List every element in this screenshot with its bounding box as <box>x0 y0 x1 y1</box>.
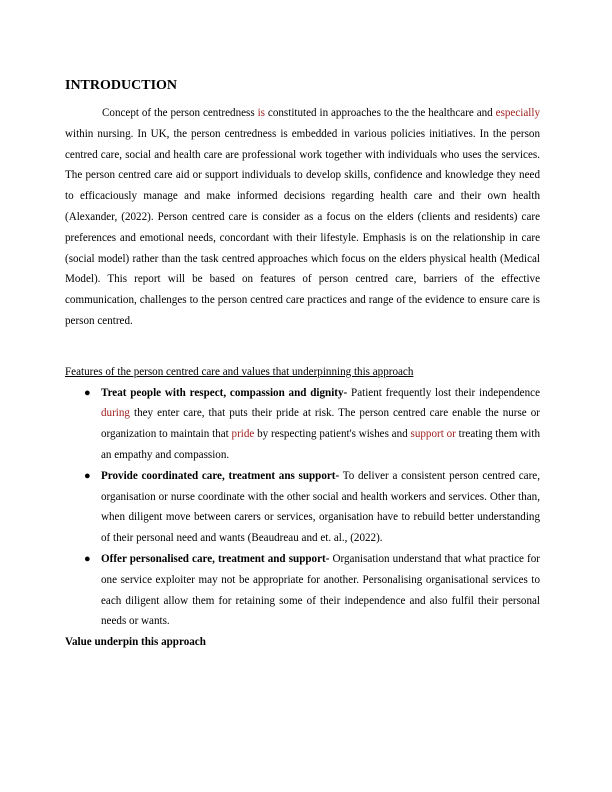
bullet-icon: ● <box>84 386 91 399</box>
list-item-highlight: support or <box>410 428 456 441</box>
document-page <box>65 72 540 653</box>
list-item-text: To deliver a consistent person centred care, organisation or nurse coordinate with the other social and health workers and services. Other than, when diligent move between carers or services, organisation have to rebuild better understanding of their personal need and wants (Beaudreau and et. al., (2022). <box>101 469 540 545</box>
list-item <box>65 466 540 549</box>
value-heading: Value underpin this approach <box>65 636 206 649</box>
list-item-title: Offer personalised care, treatment and support- <box>101 552 330 565</box>
intro-highlight: especially <box>495 107 540 119</box>
list-item-highlight: pride <box>231 428 255 441</box>
bullet-icon: ● <box>84 552 91 565</box>
list-item-title: Treat people with respect, compassion and dignity- <box>101 386 348 399</box>
list-item-text: by respecting patient's wishes and <box>254 428 411 441</box>
page-title: INTRODUCTION <box>65 78 178 93</box>
list-item-text: treating them with an empathy and compassion. <box>101 428 541 461</box>
intro-highlight: is <box>257 107 265 119</box>
list-item-text: Organisation understand that what practice for one service exploiter may not be appropriate for another. Personalising organisational services to each diligent allow them for retaining some of their independence and also fulfil their personal needs or wants. <box>101 552 540 628</box>
intro-paragraph <box>65 103 540 332</box>
list-item-title: Provide coordinated care, treatment ans support- <box>101 469 340 482</box>
section-heading: Features of the person centred care and values that underpinning this approach <box>65 365 414 378</box>
section-spacer <box>65 332 540 362</box>
features-list <box>65 383 540 633</box>
list-item <box>65 549 540 632</box>
list-item-text: they enter care, that puts their pride at risk. The person centred care enable the nurse or organization to maintain that <box>101 407 540 441</box>
list-item-highlight: during <box>101 407 130 420</box>
intro-text: constituted in approaches to the the healthcare and <box>265 107 496 119</box>
list-item <box>65 383 540 466</box>
intro-text: Concept of the person centredness <box>102 107 258 119</box>
list-item-text: Patient frequently lost their independence <box>347 386 540 399</box>
bullet-icon: ● <box>84 469 91 482</box>
intro-text: within nursing. In UK, the person centredness is embedded in various policies initiatives. In the person centred care, social and health care are professional work together with individuals who uses the services. The person centred care aid or support individuals to develop skills, confidence and knowledge they need to efficaciously manage and make informed decisions regarding health care and their own health (Alexander, (2022). Person centred care is consider as a focus on the elders (clients and residents) care preferences and emotional needs, concordant with their lifestyle. Emphasis is on the relationship in care (social model) rather than the task centred approaches which focus on the elders physical health (Medical Model). This report will be based on features of person centred care, barriers of the effective communication, challenges to the person centred care practices and range of the evidence to ensure care is person centred. <box>65 127 540 327</box>
